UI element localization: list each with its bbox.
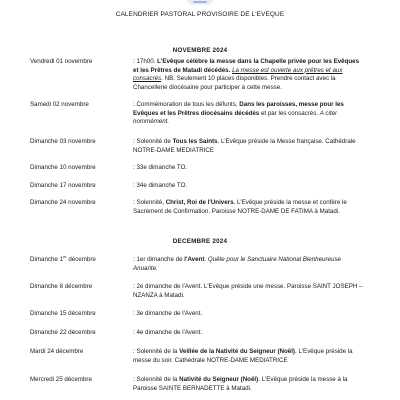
entry-date: Dimanche 03 novembre [30,138,96,145]
entry-description: : 1er dimanche de l'Avent. Quête pour le Sanctuaire National Bienheureuse Anuarite. [133,256,341,272]
entry-description: : 3e dimanche de l'Avent. [133,310,203,317]
entry-description: : 2e dimanche de l'Avent. L'Evêque préside une messe. Paroisse SAINT JOSEPH – NZANZA à Matadi. [133,283,363,299]
entry-description: : 34e dimanche TO. [133,182,188,189]
entry-date: Dimanche 8 décembre [30,283,93,290]
entry-description: : 17h00. L'Evêque célèbre la messe dans la Chapelle privée pour les Evêques et les Prêtres de Matadi décédés. La messe est ouverte aux prêtres et aux consacrés. NB. Seulement 10 places disponibles. Prendre contact avec la Chancellerie diocésaine pour participer à cette messe. [133,58,360,91]
entry-date: Dimanche 10 novembre [30,164,96,171]
entry-description: : 33e dimanche TO. [133,164,188,171]
document-title: CALENDRIER PASTORAL PROVISOIRE DE L'EVEQUE [115,11,285,18]
entry-description: : Commémoration de tous les défunts, Dans les paroisses, messe pour les Evêques et les Prêtres diocésains décédés et par les consacrés. A citer nommément. [133,101,344,126]
entry-date: Dimanche 22 décembre [30,329,96,336]
month-heading-november: NOVEMBRE 2024 [172,47,228,54]
entry-description: : 4e dimanche de l'Avent. [133,329,203,336]
entry-date: Dimanche 1er décembre [30,253,96,263]
entry-description: : Solennité de Tous les Saints. L'Evêque préside la Messe française. Cathédrale NOTRE-DAME MEDIATRICE [133,138,356,154]
entry-date: Dimanche 15 décembre [30,310,96,317]
entry-date: Mardi 24 décembre [30,348,84,355]
entry-description: : Solennité de la Veillée de la Nativité du Seigneur (Noël). L'Evêque préside la messe du soir. Cathédrale NOTRE-DAME MEDIATRICE [133,348,353,364]
entry-date: Vendredi 01 novembre [30,58,93,65]
entry-description: : Solennité, Christ, Roi de l'Univers. L'Evêque préside la messe et confère le Sacrement de Confirmation. Paroisse NOTRE-DAME DE FATIMA à Matadi. [133,199,347,215]
entry-date: Samedi 02 novembre [30,101,89,108]
entry-description: : Solennité de la Nativité du Seigneur (Noël). L'Evêque préside la messe à la Paroisse SAINTE BERNADETTE à Matadi. [133,376,348,392]
diocese-logo [187,0,213,5]
entry-date: Mercredi 25 décembre [30,376,92,383]
entry-date: Dimanche 24 novembre [30,199,96,206]
month-heading-december: DECEMBRE 2024 [172,238,228,245]
entry-date: Dimanche 17 novembre [30,182,96,189]
